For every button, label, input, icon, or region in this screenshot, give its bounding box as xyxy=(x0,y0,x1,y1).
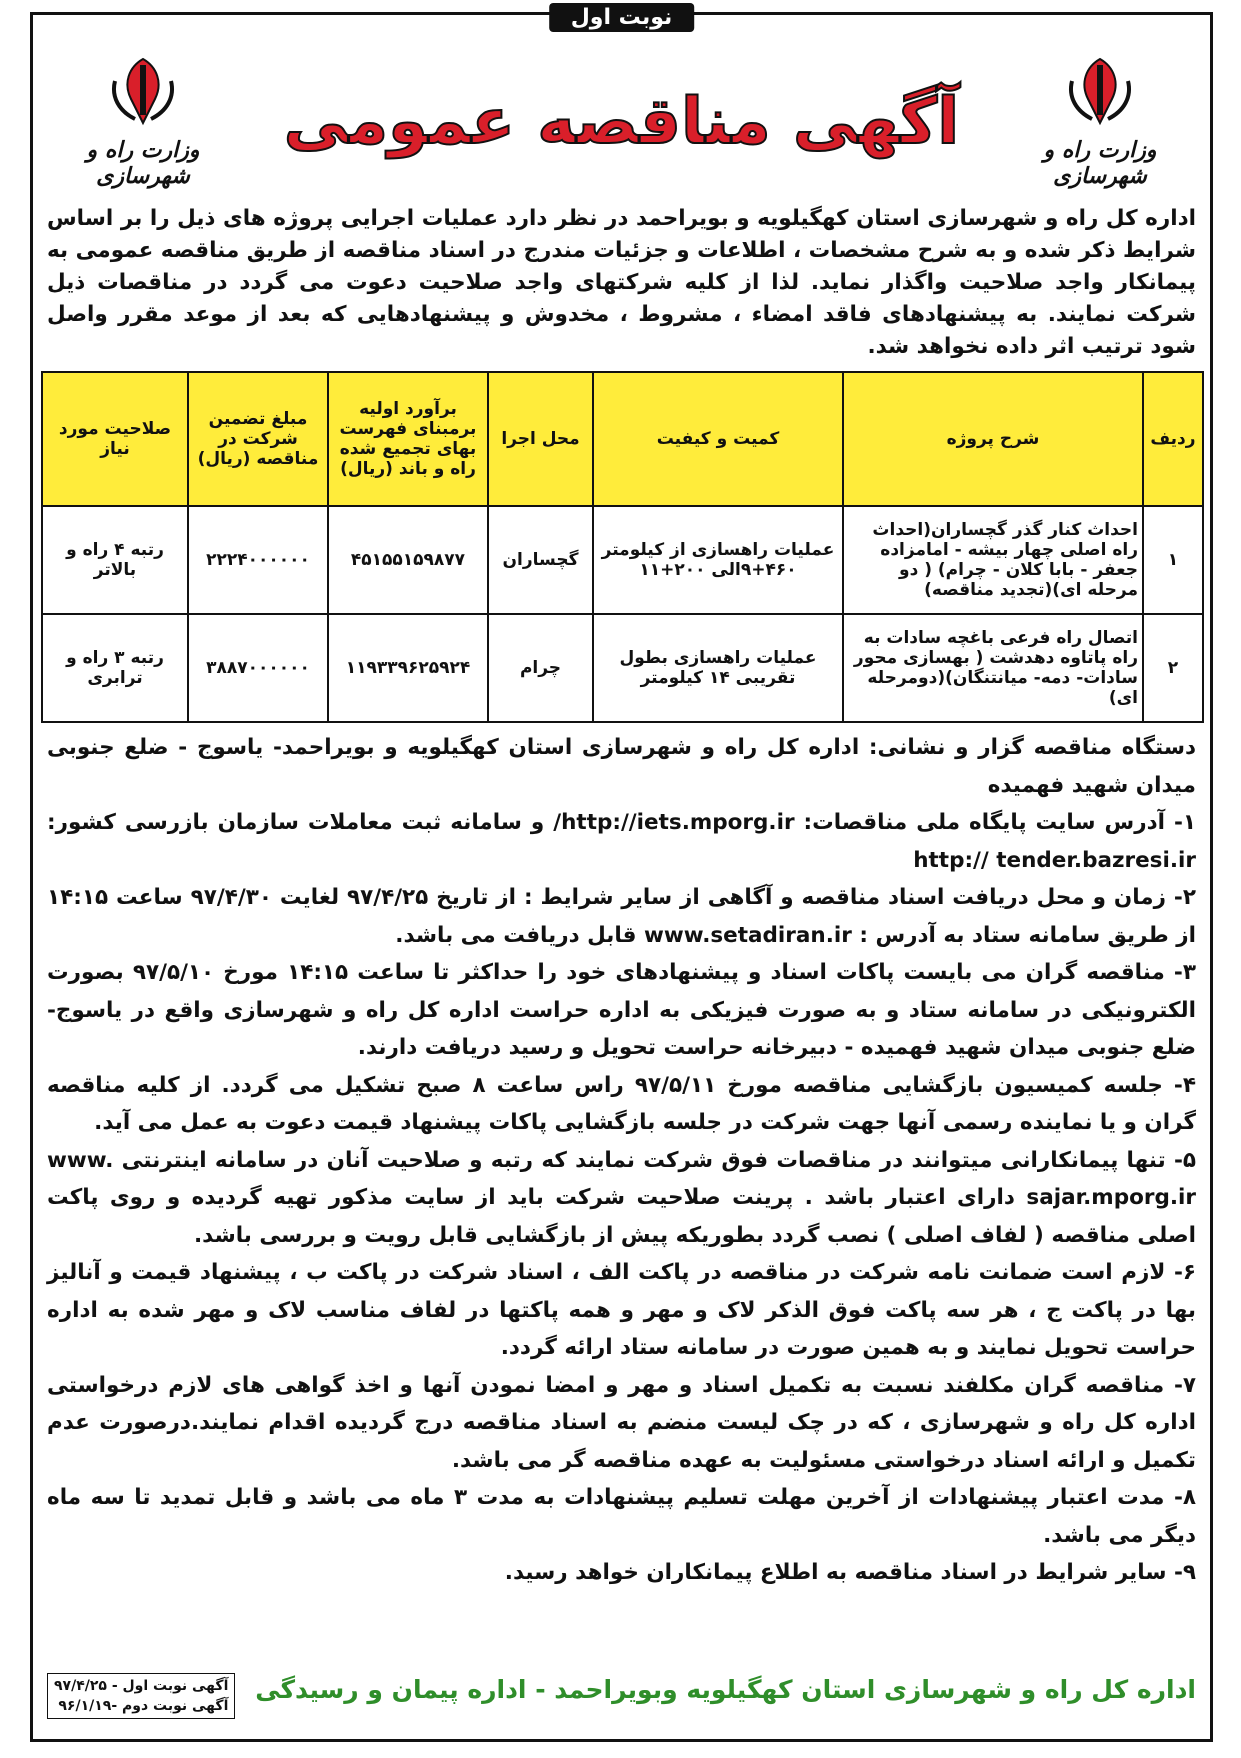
tender-notice xyxy=(30,5,1213,1742)
ministry-name-right: وزارت راه و شهرسازی xyxy=(1043,137,1157,189)
required-qualification: رتبه ۴ راه و بالاتر xyxy=(42,506,188,614)
condition-item: ۱- آدرس سایت پایگاه ملی مناقصات: http://iets.mporg.ir/ و سامانه ثبت معاملات سازمان بازرسی کشور: http:// tender.bazresi.ir xyxy=(47,810,1197,873)
quantity-quality: عملیات راهسازی بطول تقریبی ۱۴ کیلومتر xyxy=(593,614,843,722)
project-description: اتصال راه فرعی باغچه سادات به راه پاتاوه دهدشت ( بهسازی محور سادات- دمه- میانتنگان)(دومرحله ای) xyxy=(843,614,1143,722)
footer xyxy=(47,1669,1196,1727)
initial-estimate: ۱۱۹۳۳۹۶۲۵۹۲۴ xyxy=(328,614,488,722)
col-quantity-quality: کمیت و کیفیت xyxy=(593,372,843,506)
guarantee-amount: ۲۲۲۴۰۰۰۰۰۰ xyxy=(188,506,328,614)
second-notice-date: آگهی نوبت دوم -۹۶/۱/۱۹ xyxy=(58,1698,229,1714)
issuer-signature: اداره کل راه و شهرسازی استان کهگیلویه وبویراحمد - اداره پیمان و رسیدگی xyxy=(255,1675,1196,1704)
row-number: ۲ xyxy=(1143,614,1203,722)
guarantee-amount: ۳۸۸۷۰۰۰۰۰۰ xyxy=(188,614,328,722)
projects-table xyxy=(41,371,1204,723)
table-header-row xyxy=(42,372,1203,506)
location: چرام xyxy=(488,614,593,722)
col-initial-estimate: برآورد اولیه برمبنای فهرست بهای تجمیع شده راه و باند (ریال) xyxy=(328,372,488,506)
conditions-list xyxy=(47,729,1196,1592)
condition-item: ۵- تنها پیمانکارانی میتوانند در مناقصات فوق شرکت نمایند که رتبه و صلاحیت آنان در سامانه اینترنتی www. sajar.mporg.ir دارای اعتبار باشد . پرینت صلاحیت شرکت باید از سایت مذکور تهیه گردیده و روی پاکت اصلی مناقصه ( لفاف اصلی ) نصب گردد بطوریکه پیش از بازگشایی قابل رویت و بررسی باشد. xyxy=(47,1147,1196,1248)
required-qualification: رتبه ۳ راه و ترابری xyxy=(42,614,188,722)
first-notice-date: آگهی نوبت اول - ۹۷/۴/۲۵ xyxy=(54,1678,229,1694)
table-row xyxy=(42,614,1203,722)
iran-emblem-icon xyxy=(1058,53,1142,131)
table-row xyxy=(42,506,1203,614)
tender-organizer-address: دستگاه مناقصه گزار و نشانی: اداره کل راه و شهرسازی استان کهگیلویه و بویراحمد- یاسوج - ضلع جنوبی میدان شهید فهمیده xyxy=(47,735,1196,798)
location: گچساران xyxy=(488,506,593,614)
condition-item: ۳- مناقصه گران می بایست پاکات اسناد و پیشنهادهای خود را حداکثر تا ساعت ۱۴:۱۵ مورخ ۹۷/۵/۱۰ بصورت الکترونیکی در سامانه ستاد و به صورت فیزیکی به اداره حراست اداره کل راه و شهرسازی واقع در یاسوج- ضلع جنوبی میدان شهید فهمیده - دبیرخانه حراست تحویل و رسید دریافت دارند. xyxy=(47,960,1196,1060)
notice-badge: نوبت اول xyxy=(549,3,695,32)
col-row-number: ردیف xyxy=(1143,372,1203,506)
condition-item: ۲- زمان و محل دریافت اسناد مناقصه و آگاهی از سایر شرایط : از تاریخ ۹۷/۴/۲۵ لغایت ۹۷/۴/۳۰ ساعت ۱۴:۱۵ از طریق سامانه ستاد به آدرس : www.setadiran.ir قابل دریافت می باشد. xyxy=(47,885,1196,948)
ministry-name-left: وزارت راه و شهرسازی xyxy=(86,137,200,189)
page-title: آگهی مناقصه عمومی xyxy=(283,85,960,159)
notice-dates xyxy=(47,1673,235,1719)
project-description: احداث کنار گذر گچساران(احداث راه اصلی چهار بیشه - امامزاده جعفر - بابا کلان - چرام) ( دو مرحله ای)(تجدید مناقصه) xyxy=(843,506,1143,614)
condition-item: ۹- سایر شرایط در اسناد مناقصه به اطلاع پیمانکاران خواهد رسید. xyxy=(504,1560,1196,1585)
intro-text: اداره کل راه و شهرسازی استان کهگیلویه و بویراحمد در نظر دارد عملیات اجرایی پروژه های ذیل را بر اساس شرایط ذکر شده و به شرح مشخصات ، اطلاعات و جزئیات مندرج در اسناد مناقصه از طریق مناقصه عمومی به پیمانکار واجد صلاحیت واگذار نماید. لذا از کلیه شرکتهای واجد صلاحیت دعوت می گردد در مناقصات ذیل شرکت نمایند. به پیشنهادهای فاقد امضاء ، مشروط ، مخدوش و پیشنهادهایی که بعد از موعد مقرر واصل شود ترتیب اثر داده نخواهد شد. xyxy=(47,206,1196,359)
ministry-emblem-right xyxy=(1000,53,1200,189)
quantity-quality: عملیات راهسازی از کیلومتر ۴۶۰+۹الی ۲۰۰+۱۱ xyxy=(593,506,843,614)
col-required-qualification: صلاحیت مورد نیاز xyxy=(42,372,188,506)
condition-item: ۴- جلسه کمیسیون بازگشایی مناقصه مورخ ۹۷/۵/۱۱ راس ساعت ۸ صبح تشکیل می گردد. از کلیه مناقصه گران و یا نماینده رسمی آنها جهت شرکت در جلسه بازگشایی پاکات پیشنهاد قیمت دعوت به عمل می آید. xyxy=(47,1072,1196,1135)
initial-estimate: ۴۵۱۵۵۱۵۹۸۷۷ xyxy=(328,506,488,614)
iran-emblem-icon xyxy=(101,53,185,131)
col-guarantee-amount: مبلغ تضمین شرکت در مناقصه (ریال) xyxy=(188,372,328,506)
col-project-description: شرح پروژه xyxy=(843,372,1143,506)
condition-item: ۶- لازم است ضمانت نامه شرکت در مناقصه در پاکت الف ، اسناد شرکت در پاکت ب ، پیشنهاد قیمت و آنالیز بها در پاکت ج ، هر سه پاکت فوق الذکر لاک و مهر و همه پاکتها در لفاف مناسب لاک و مهر شده به اداره حراست تحویل نمایند و به همین صورت در سامانه ستاد ارائه گردد. xyxy=(47,1260,1196,1360)
row-number: ۱ xyxy=(1143,506,1203,614)
condition-item: ۷- مناقصه گران مکلفند نسبت به تکمیل اسناد و مهر و امضا نمودن آنها و اخذ گواهی های لازم درخواستی اداره کل راه و شهرسازی ، که در چک لیست منضم به اسناد مناقصه درج گردیده اقدام نمایند.درصورت عدم تکمیل و ارائه اسناد درخواستی مسئولیت به عهده مناقصه گر می باشد. xyxy=(47,1372,1196,1473)
condition-item: ۸- مدت اعتبار پیشنهادات از آخرین مهلت تسلیم پیشنهادات به مدت ۳ ماه می باشد و قابل تمدید تا سه ماه دیگر می باشد. xyxy=(47,1485,1196,1548)
ministry-emblem-left xyxy=(43,53,243,189)
col-location: محل اجرا xyxy=(488,372,593,506)
